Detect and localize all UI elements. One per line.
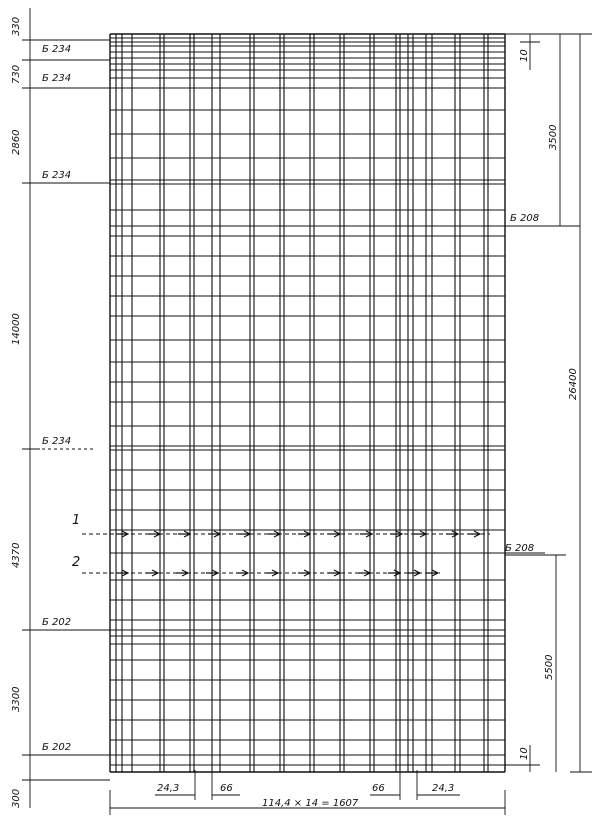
dim-right-lower: 5500 [544, 654, 555, 680]
label-b234-top: Б 234 [42, 44, 72, 55]
dimension-texts [11, 17, 579, 809]
dim-left-330: 330 [11, 16, 22, 36]
mesh-grid [110, 34, 505, 772]
bar-labels [42, 44, 539, 753]
dim-right-total: 26400 [568, 368, 579, 400]
label-b208-lower: Б 208 [505, 543, 535, 554]
dim-right-top-small: 10 [519, 49, 530, 62]
label-b202-lower: Б 202 [42, 742, 72, 753]
dim-bottom-left-inner: 66 [220, 783, 233, 794]
dim-left-730: 730 [11, 64, 22, 84]
marker-2: 2 [72, 555, 81, 570]
dimension-lines [22, 8, 592, 815]
marker-1: 1 [72, 513, 81, 528]
dim-left-14000: 14000 [11, 313, 22, 345]
dim-left-300: 300 [11, 788, 22, 808]
dim-left-3300: 3300 [11, 686, 22, 712]
dim-right-bottom-small: 10 [519, 747, 530, 760]
label-b208-upper: Б 208 [510, 213, 540, 224]
dim-bottom-total: 114,4 × 14 = 1607 [262, 798, 359, 809]
label-b234-middle: Б 234 [42, 436, 72, 447]
dim-left-2860: 2860 [11, 129, 22, 155]
dim-right-upper: 3500 [548, 124, 559, 150]
dim-left-4370: 4370 [11, 542, 22, 568]
dim-bottom-right: 24,3 [432, 783, 455, 794]
label-b202-upper: Б 202 [42, 617, 72, 628]
dim-bottom-right-inner: 66 [372, 783, 385, 794]
label-b234-second: Б 234 [42, 73, 72, 84]
dim-bottom-left: 24,3 [157, 783, 180, 794]
label-b234-third: Б 234 [42, 170, 72, 181]
